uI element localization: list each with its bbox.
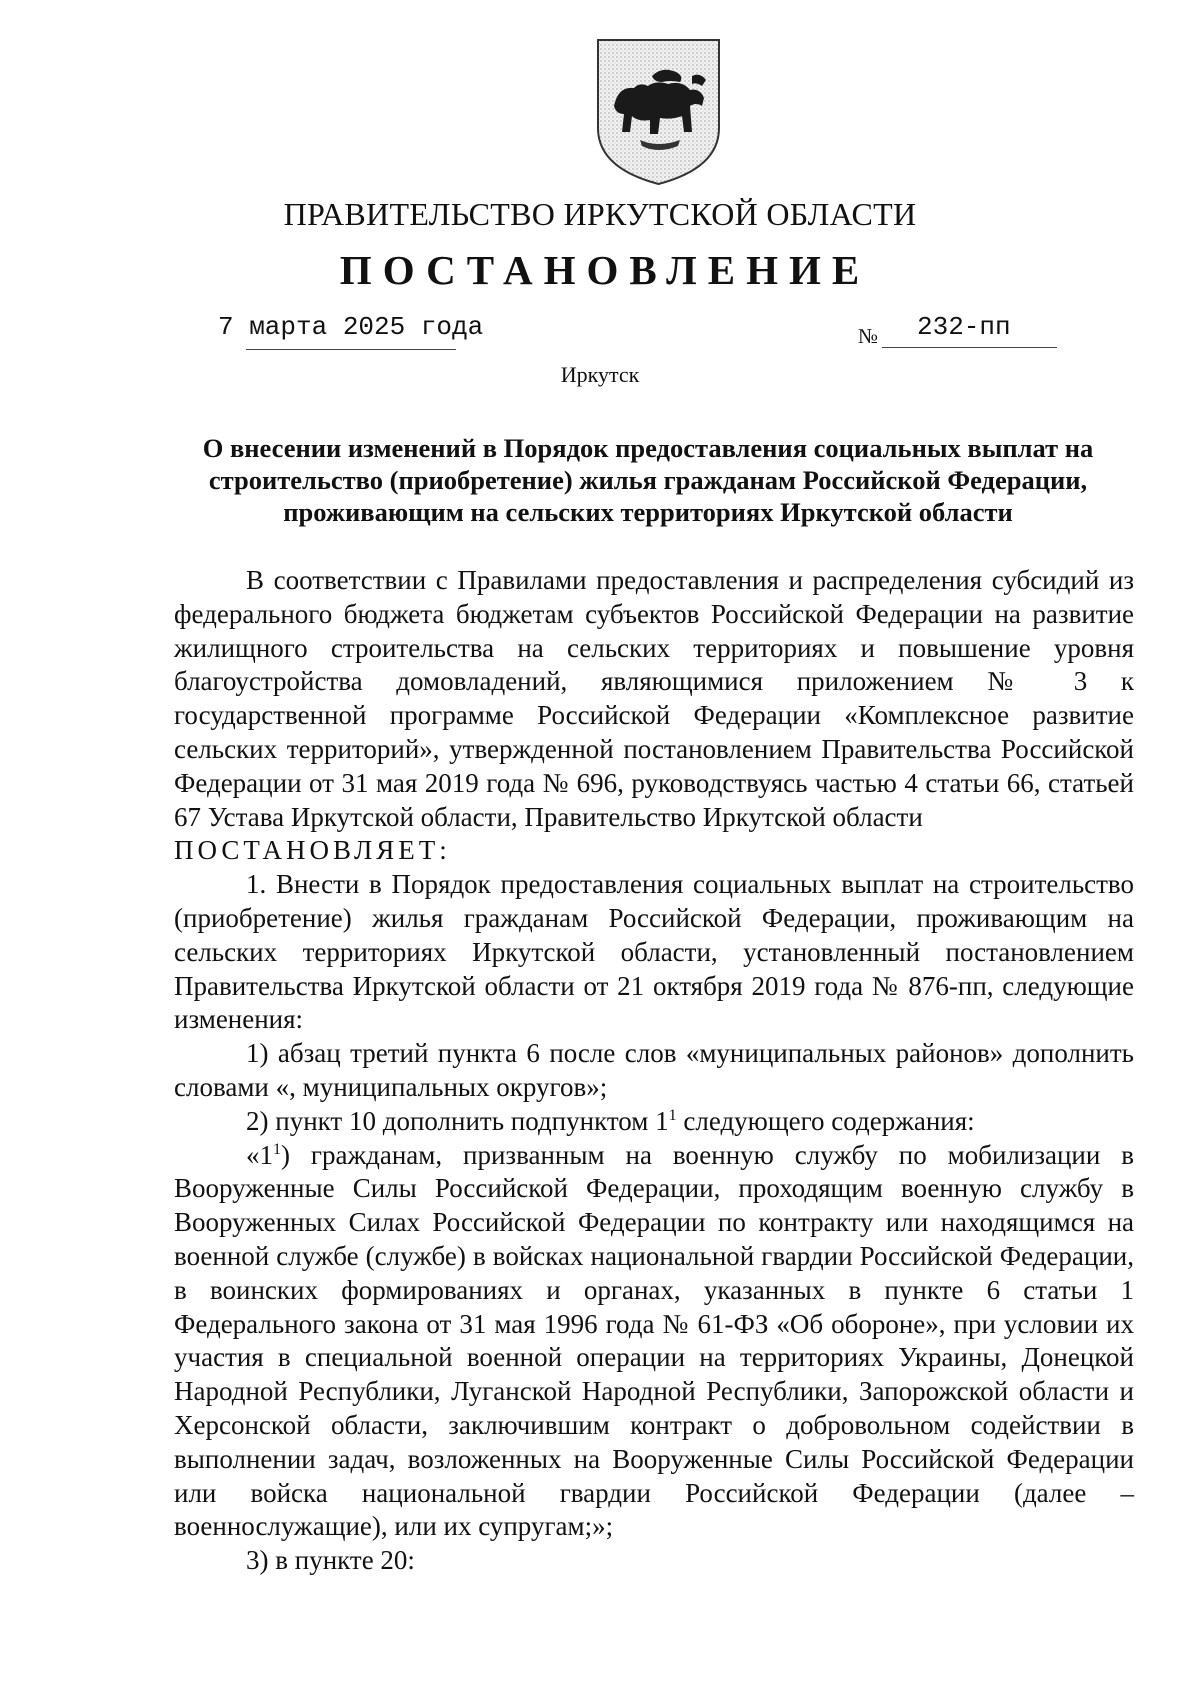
number-underline bbox=[882, 347, 1057, 348]
document-title bbox=[160, 432, 1136, 528]
organization-name: ПРАВИТЕЛЬСТВО ИРКУТСКОЙ ОБЛАСТИ bbox=[283, 196, 917, 232]
document-number: 232-пп bbox=[917, 312, 1011, 342]
subitem-2-text-end: следующего содержания: bbox=[676, 1105, 975, 1136]
date-underline bbox=[246, 349, 456, 350]
superscript: 1 bbox=[668, 1106, 677, 1124]
document-date: 7 марта 2025 года bbox=[218, 312, 484, 342]
decree-word: ПОСТАНОВЛЯЕТ: bbox=[174, 835, 451, 866]
coat-of-arms-emblem bbox=[592, 36, 725, 188]
city-name: Иркутск bbox=[560, 362, 640, 387]
subitem-1-paragraph: 1) абзац третий пункта 6 после слов «муниципальных районов» дополнить словами «, муниципальных округов»; bbox=[174, 1038, 1134, 1102]
quote-text: ) гражданам, призванным на военную службу по мобилизации в Вооруженные Силы Российской Федерации, проходящим военную службу в Вооруженных Силах Российской Федерации по контракту или находящимся на военной службе (службе) в войсках национальной гвардии Российской Федерации, в воинских формированиях и органах, указанных в пункте 6 статьи 1 Федерального закона от 31 мая 1996 года № 61-ФЗ «Об обороне», при условии их участия в специальной военной операции на территориях Украины, Донецкой Народной Республики, Луганской Народной Республики, Запорожской области и Херсонской области, заключившим контракт о добровольном содействии в выполнении задач, возложенных на Вооруженные Силы Российской Федерации или войска национальной гвардии Российской Федерации (далее – военнослужащие), или их супругам;»; bbox=[174, 1139, 1134, 1542]
title-line: строительство (приобретение) жилья гражданам Российской Федерации, bbox=[208, 465, 1088, 495]
title-line: проживающим на сельских территориях Иркутской области bbox=[283, 497, 1013, 527]
document-body bbox=[174, 564, 1134, 1578]
superscript: 1 bbox=[273, 1140, 281, 1158]
preamble-paragraph: В соответствии с Правилами предоставления и распределения субсидий из федерального бюджета бюджетам субъектов Российской Федерации на развитие жилищного строительства на сельских территориях и повышение уровня благоустройства домовладений, являющимися приложением № 3 к государственной программе Российской Федерации «Комплексное развитие сельских территорий», утвержденной постановлением Правительства Российской Федерации от 31 мая 2019 года № 696, руководствуясь частью 4 статьи 66, статьей 67 Устава Иркутской области, Правительство Иркутской области bbox=[174, 565, 1134, 832]
subitem-2-paragraph bbox=[174, 1105, 1134, 1139]
document-type: ПОСТАНОВЛЕНИЕ bbox=[339, 247, 871, 293]
title-line: О внесении изменений в Порядок предоставления социальных выплат на bbox=[202, 433, 1094, 463]
quote-open: «1 bbox=[246, 1139, 273, 1170]
subitem-2-text: 2) пункт 10 дополнить подпунктом 1 bbox=[246, 1105, 669, 1136]
item-1-paragraph: 1. Внести в Порядок предоставления социальных выплат на строительство (приобретение) жилья гражданам Российской Федерации, проживающим на сельских территориях Иркутской области, установленный постановлением Правительства Иркутской области от 21 октября 2019 года № 876-пп, следующие изменения: bbox=[174, 869, 1134, 1035]
quoted-subitem-paragraph bbox=[174, 1139, 1134, 1545]
number-sign: № bbox=[858, 324, 879, 348]
subitem-3-paragraph: 3) в пункте 20: bbox=[246, 1545, 415, 1576]
